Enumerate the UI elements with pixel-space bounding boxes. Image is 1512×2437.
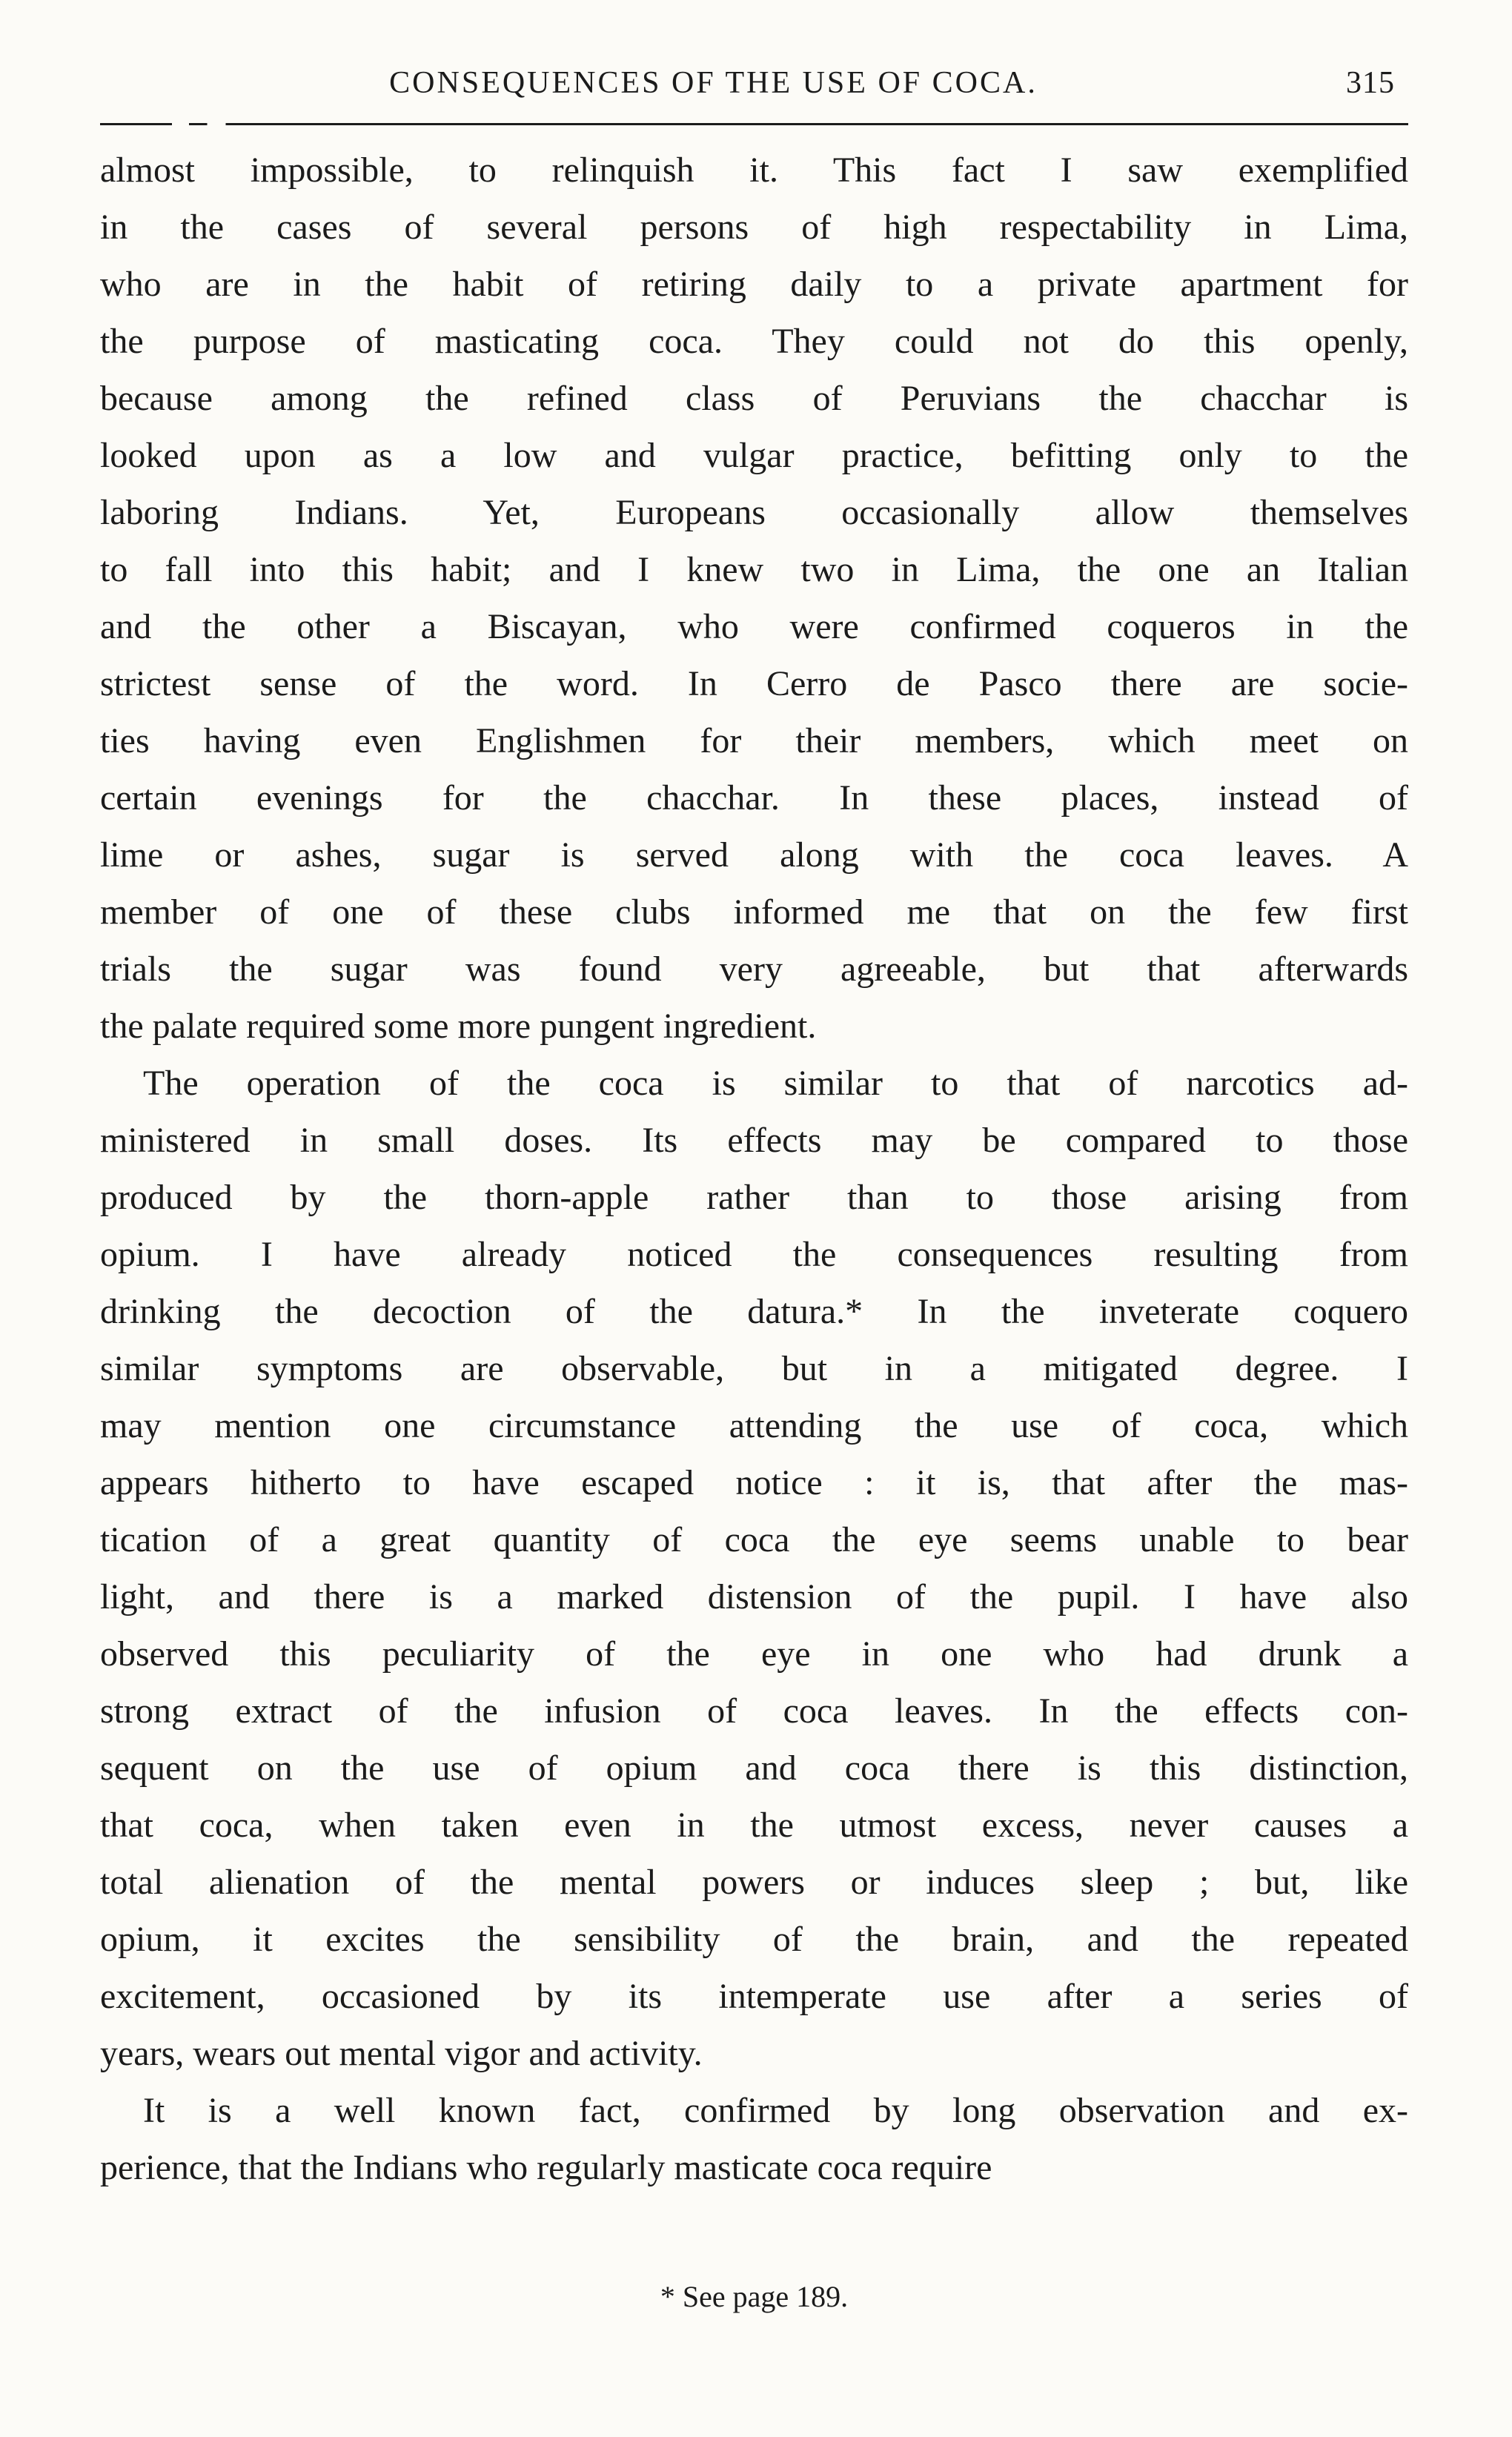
text-line: drinking the decoction of the datura.* In the inveterate coquero [100, 1292, 1408, 1331]
text-line: observed this peculiarity of the eye in one who had drunk a [100, 1634, 1408, 1674]
text-line: It is a well known fact, confirmed by long observation and ex- [143, 2091, 1408, 2130]
text-line: may mention one circumstance attending the use of coca, which [100, 1406, 1408, 1445]
running-header-title: CONSEQUENCES OF THE USE OF COCA. [389, 66, 1038, 100]
text-line: because among the refined class of Peruvians the chacchar is [100, 379, 1408, 418]
text-line: the purpose of masticating coca. They could not do this openly, [100, 322, 1408, 361]
text-line: strong extract of the infusion of coca leaves. In the effects con- [100, 1691, 1408, 1731]
page-number: 315 [1346, 66, 1395, 100]
text-line: trials the sugar was found very agreeable, but that afterwards [100, 949, 1408, 989]
text-line: looked upon as a low and vulgar practice, befitting only to the [100, 436, 1408, 475]
text-line: light, and there is a marked distension of the pupil. I have also [100, 1577, 1408, 1617]
text-line: opium. I have already noticed the consequences resulting from [100, 1235, 1408, 1274]
text-line: that coca, when taken even in the utmost excess, never causes a [100, 1806, 1408, 1845]
page-content [100, 0, 1408, 2314]
text-line: sequent on the use of opium and coca there is this distinction, [100, 1748, 1408, 1788]
text-line: certain evenings for the chacchar. In these places, instead of [100, 778, 1408, 818]
header-rule [100, 123, 1408, 125]
text-line: who are in the habit of retiring daily to a private apartment for [100, 265, 1408, 304]
text-line: years, wears out mental vigor and activity. [100, 2034, 703, 2073]
paragraph [100, 1055, 1408, 2082]
text-line: and the other a Biscayan, who were confirmed coqueros in the [100, 607, 1408, 646]
text-line: in the cases of several persons of high respectability in Lima, [100, 208, 1408, 247]
text-line: ties having even Englishmen for their members, which meet on [100, 721, 1408, 760]
text-line: strictest sense of the word. In Cerro de Pasco there are socie- [100, 664, 1408, 703]
page-header [100, 0, 1408, 107]
text-line: laboring Indians. Yet, Europeans occasionally allow themselves [100, 493, 1408, 532]
text-line: almost impossible, to relinquish it. This fact I saw exemplified [100, 150, 1408, 190]
footnote: * See page 189. [660, 2280, 849, 2313]
paragraph [100, 2082, 1408, 2196]
text-line: tication of a great quantity of coca the eye seems unable to bear [100, 1520, 1408, 1559]
text-line: excitement, occasioned by its intemperate use after a series of [100, 1977, 1408, 2016]
text-line: total alienation of the mental powers or induces sleep ; but, like [100, 1863, 1408, 1902]
paragraph [100, 142, 1408, 1055]
body-text [100, 142, 1408, 2196]
text-line: perience, that the Indians who regularly masticate coca require [100, 2148, 992, 2187]
text-line: similar symptoms are observable, but in a mitigated degree. I [100, 1349, 1408, 1388]
text-line: The operation of the coca is similar to that of narcotics ad- [143, 1064, 1408, 1103]
text-line: lime or ashes, sugar is served along with the coca leaves. A [100, 835, 1408, 875]
text-line: member of one of these clubs informed me that on the few first [100, 892, 1408, 932]
text-line: appears hitherto to have escaped notice : it is, that after the mas- [100, 1463, 1408, 1502]
text-line: opium, it excites the sensibility of the brain, and the repeated [100, 1920, 1408, 1959]
text-line: ministered in small doses. Its effects may be compared to those [100, 1121, 1408, 1160]
text-line: to fall into this habit; and I knew two in Lima, the one an Italian [100, 550, 1408, 589]
text-line: the palate required some more pungent ingredient. [100, 1007, 817, 1046]
text-line: produced by the thorn-apple rather than to those arising from [100, 1178, 1408, 1217]
